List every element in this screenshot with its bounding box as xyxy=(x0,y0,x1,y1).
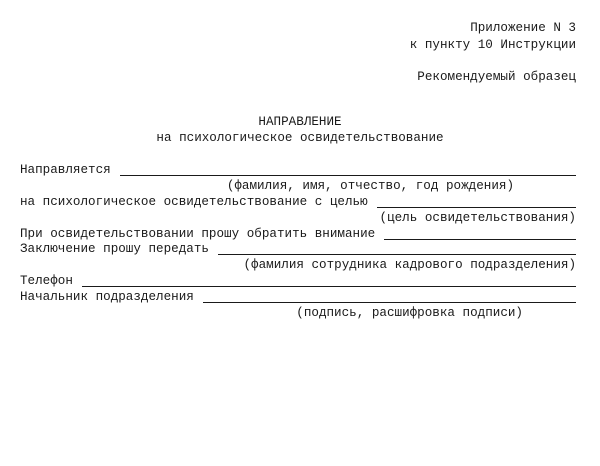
attention-label: При освидетельствовании прошу обратить внимание xyxy=(20,227,376,241)
purpose-field[interactable] xyxy=(377,196,576,208)
phone-row xyxy=(20,274,576,289)
conclusion-label: Заключение прошу передать xyxy=(20,242,209,256)
document-title: НАПРАВЛЕНИЕ xyxy=(258,115,342,129)
head-row xyxy=(20,290,576,305)
purpose-label: на психологическое освидетельствование с целью xyxy=(20,195,368,209)
phone-label: Телефон xyxy=(20,274,73,288)
purpose-hint: (цель освидетельствования) xyxy=(379,211,576,225)
conclusion-row xyxy=(20,242,576,257)
conclusion-hint: (фамилия сотрудника кадрового подразделения) xyxy=(243,258,576,272)
sample-note: Рекомендуемый образец xyxy=(417,70,576,84)
instruction-reference: к пункту 10 Инструкции xyxy=(409,38,576,52)
referred-hint: (фамилия, имя, отчество, год рождения) xyxy=(226,179,514,193)
document-subtitle: на психологическое освидетельствование xyxy=(156,131,444,145)
referred-person-field[interactable] xyxy=(120,164,576,176)
referred-person-row xyxy=(20,163,576,178)
attention-row xyxy=(20,227,576,242)
head-hint: (подпись, расшифровка подписи) xyxy=(296,306,523,320)
referred-label: Направляется xyxy=(20,163,111,177)
phone-field[interactable] xyxy=(82,275,576,287)
head-label: Начальник подразделения xyxy=(20,290,194,304)
attention-field[interactable] xyxy=(384,228,576,240)
appendix-number: Приложение N 3 xyxy=(470,21,576,35)
conclusion-recipient-field[interactable] xyxy=(218,243,576,255)
head-signature-field[interactable] xyxy=(203,291,576,303)
purpose-row xyxy=(20,195,576,210)
